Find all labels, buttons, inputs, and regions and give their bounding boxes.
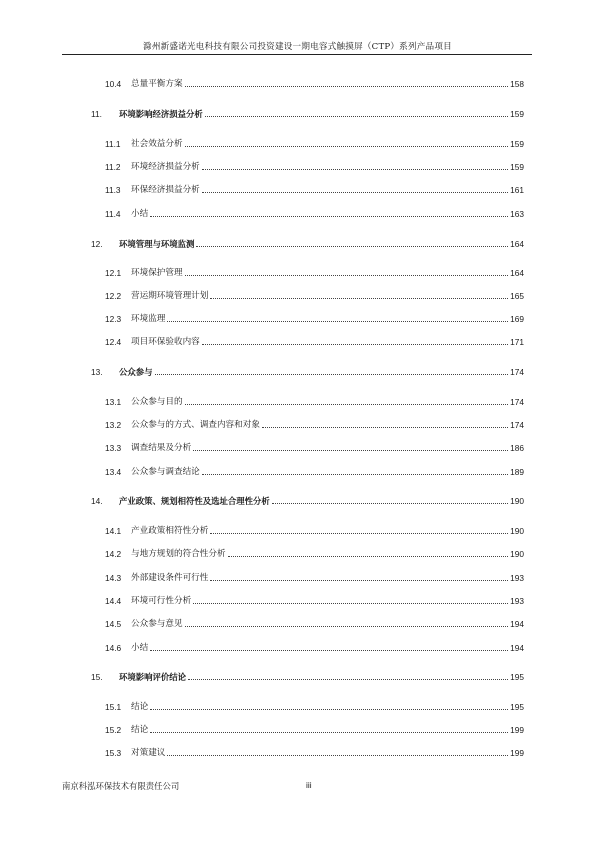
footer-company: 南京科泓环保技术有限责任公司: [62, 781, 180, 791]
toc-entry-number: 14.1: [105, 526, 122, 536]
toc-section-entry[interactable]: [0, 594, 595, 608]
toc-section-entry[interactable]: [0, 312, 595, 326]
page-header: 滁州新盛诺光电科技有限公司投资建设一期电容式触摸屏（CTP）系列产品项目: [143, 42, 452, 52]
toc-entry-page: 163: [510, 209, 524, 219]
toc-dot-leader: [185, 146, 508, 147]
toc-entry-page: 169: [510, 314, 524, 324]
toc-entry-number: 14.4: [105, 596, 122, 606]
toc-entry-title: 营运期环境管理计划: [131, 291, 209, 301]
toc-section-entry[interactable]: [0, 137, 595, 151]
toc-entry-number: 12.: [91, 239, 103, 249]
toc-entry-page: 164: [510, 268, 524, 278]
toc-entry-number: 15.1: [105, 702, 122, 712]
toc-entry-number: 11.: [91, 109, 102, 119]
toc-dot-leader: [185, 275, 508, 276]
toc-section-entry[interactable]: [0, 266, 595, 280]
toc-entry-number: 14.: [91, 496, 103, 506]
toc-entry-number: 12.4: [105, 337, 122, 347]
toc-dot-leader: [210, 298, 508, 299]
toc-entry-number: 15.: [91, 672, 103, 682]
toc-dot-leader: [150, 709, 508, 710]
toc-entry-title: 环境影响评价结论: [119, 672, 186, 682]
toc-chapter-entry[interactable]: [0, 237, 595, 251]
toc-entry-title: 环保经济损益分析: [131, 185, 200, 195]
toc-section-entry[interactable]: [0, 207, 595, 221]
toc-dot-leader: [205, 116, 508, 117]
toc-entry-title: 外部建设条件可行性: [131, 573, 209, 583]
toc-dot-leader: [196, 246, 508, 247]
toc-entry-title: 环境经济损益分析: [131, 162, 200, 172]
toc-entry-page: 193: [510, 596, 524, 606]
toc-entry-number: 11.1: [105, 139, 121, 149]
toc-section-entry[interactable]: [0, 700, 595, 714]
toc-section-entry[interactable]: [0, 160, 595, 174]
toc-entry-title: 与地方规划的符合性分析: [131, 549, 226, 559]
toc-dot-leader: [262, 427, 508, 428]
toc-entry-number: 10.4: [105, 79, 122, 89]
toc-entry-page: 161: [510, 185, 524, 195]
toc-dot-leader: [210, 580, 508, 581]
toc-entry-page: 190: [510, 526, 524, 536]
toc-entry-page: 159: [510, 109, 524, 119]
toc-entry-page: 195: [510, 672, 524, 682]
toc-entry-page: 164: [510, 239, 524, 249]
toc-entry-number: 14.2: [105, 549, 122, 559]
toc-dot-leader: [150, 650, 508, 651]
toc-entry-title: 产业政策、规划相符性及选址合理性分析: [119, 496, 270, 506]
toc-section-entry[interactable]: [0, 77, 595, 91]
toc-entry-title: 公众参与: [119, 367, 153, 377]
toc-entry-title: 环境影响经济损益分析: [119, 109, 203, 119]
toc-dot-leader: [210, 533, 508, 534]
toc-entry-number: 12.2: [105, 291, 122, 301]
toc-section-entry[interactable]: [0, 418, 595, 432]
toc-chapter-entry[interactable]: [0, 365, 595, 379]
toc-entry-page: 195: [510, 702, 524, 712]
toc-entry-page: 193: [510, 573, 524, 583]
toc-entry-number: 12.3: [105, 314, 122, 324]
toc-entry-page: 159: [510, 139, 524, 149]
toc-section-entry[interactable]: [0, 746, 595, 760]
toc-entry-number: 14.5: [105, 619, 122, 629]
toc-entry-title: 项目环保验收内容: [131, 337, 200, 347]
toc-dot-leader: [202, 192, 508, 193]
toc-dot-leader: [272, 503, 508, 504]
toc-dot-leader: [155, 374, 508, 375]
toc-entry-number: 15.2: [105, 725, 122, 735]
toc-entry-title: 公众参与目的: [131, 397, 183, 407]
toc-section-entry[interactable]: [0, 395, 595, 409]
toc-section-entry[interactable]: [0, 723, 595, 737]
toc-entry-page: 190: [510, 496, 524, 506]
toc-entry-page: 174: [510, 397, 524, 407]
toc-section-entry[interactable]: [0, 547, 595, 561]
toc-entry-title: 调查结果及分析: [131, 443, 192, 453]
toc-section-entry[interactable]: [0, 641, 595, 655]
toc-entry-title: 公众参与调查结论: [131, 467, 200, 477]
toc-entry-page: 189: [510, 467, 524, 477]
toc-entry-number: 13.1: [105, 397, 122, 407]
toc-entry-number: 12.1: [105, 268, 122, 278]
toc-entry-page: 171: [510, 337, 524, 347]
toc-entry-page: 194: [510, 619, 524, 629]
toc-entry-number: 14.3: [105, 573, 122, 583]
toc-dot-leader: [185, 86, 508, 87]
toc-entry-title: 总量平衡方案: [131, 79, 183, 89]
toc-entry-page: 199: [510, 725, 524, 735]
toc-entry-number: 13.: [91, 367, 103, 377]
toc-entry-title: 结论: [131, 725, 149, 735]
toc-section-entry[interactable]: [0, 183, 595, 197]
toc-dot-leader: [193, 603, 508, 604]
footer-page-number: iii: [306, 780, 312, 790]
toc-dot-leader: [188, 679, 508, 680]
toc-entry-number: 14.6: [105, 643, 122, 653]
toc-dot-leader: [202, 474, 508, 475]
toc-entry-page: 174: [510, 420, 524, 430]
toc-entry-title: 环境管理与环境监测: [119, 239, 195, 249]
toc-entry-page: 199: [510, 748, 524, 758]
toc-section-entry[interactable]: [0, 289, 595, 303]
toc-entry-title: 公众参与的方式、调查内容和对象: [131, 420, 260, 430]
toc-entry-number: 13.3: [105, 443, 122, 453]
toc-entry-page: 190: [510, 549, 524, 559]
toc-entry-page: 174: [510, 367, 524, 377]
toc-entry-page: 186: [510, 443, 524, 453]
toc-dot-leader: [185, 404, 508, 405]
toc-dot-leader: [193, 450, 508, 451]
toc-entry-number: 11.2: [105, 162, 121, 172]
toc-entry-title: 产业政策相符性分析: [131, 526, 209, 536]
toc-entry-number: 11.4: [105, 209, 121, 219]
toc-section-entry[interactable]: [0, 571, 595, 585]
toc-section-entry[interactable]: [0, 335, 595, 349]
toc-entry-title: 小结: [131, 643, 149, 653]
toc-entry-title: 公众参与意见: [131, 619, 183, 629]
toc-entry-number: 11.3: [105, 185, 121, 195]
toc-dot-leader: [202, 169, 508, 170]
toc-chapter-entry[interactable]: [0, 670, 595, 684]
toc-entry-title: 结论: [131, 702, 149, 712]
toc-entry-title: 小结: [131, 209, 149, 219]
toc-entry-page: 159: [510, 162, 524, 172]
toc-entry-title: 社会效益分析: [131, 139, 183, 149]
toc-entry-page: 194: [510, 643, 524, 653]
toc-entry-number: 15.3: [105, 748, 122, 758]
toc-entry-title: 对策建议: [131, 748, 166, 758]
toc-dot-leader: [150, 732, 508, 733]
toc-section-entry[interactable]: [0, 465, 595, 479]
toc-dot-leader: [185, 626, 508, 627]
toc-section-entry[interactable]: [0, 524, 595, 538]
toc-entry-number: 13.2: [105, 420, 122, 430]
toc-entry-page: 158: [510, 79, 524, 89]
toc-dot-leader: [167, 755, 508, 756]
toc-dot-leader: [167, 321, 508, 322]
toc-entry-page: 165: [510, 291, 524, 301]
toc-dot-leader: [202, 344, 508, 345]
toc-chapter-entry[interactable]: [0, 494, 595, 508]
toc-entry-title: 环境可行性分析: [131, 596, 192, 606]
toc-dot-leader: [228, 556, 508, 557]
toc-entry-title: 环境保护管理: [131, 268, 183, 278]
toc-dot-leader: [150, 216, 508, 217]
toc-entry-number: 13.4: [105, 467, 122, 477]
toc-entry-title: 环境监理: [131, 314, 166, 324]
toc-section-entry[interactable]: [0, 617, 595, 631]
toc-section-entry[interactable]: [0, 441, 595, 455]
toc-chapter-entry[interactable]: [0, 107, 595, 121]
